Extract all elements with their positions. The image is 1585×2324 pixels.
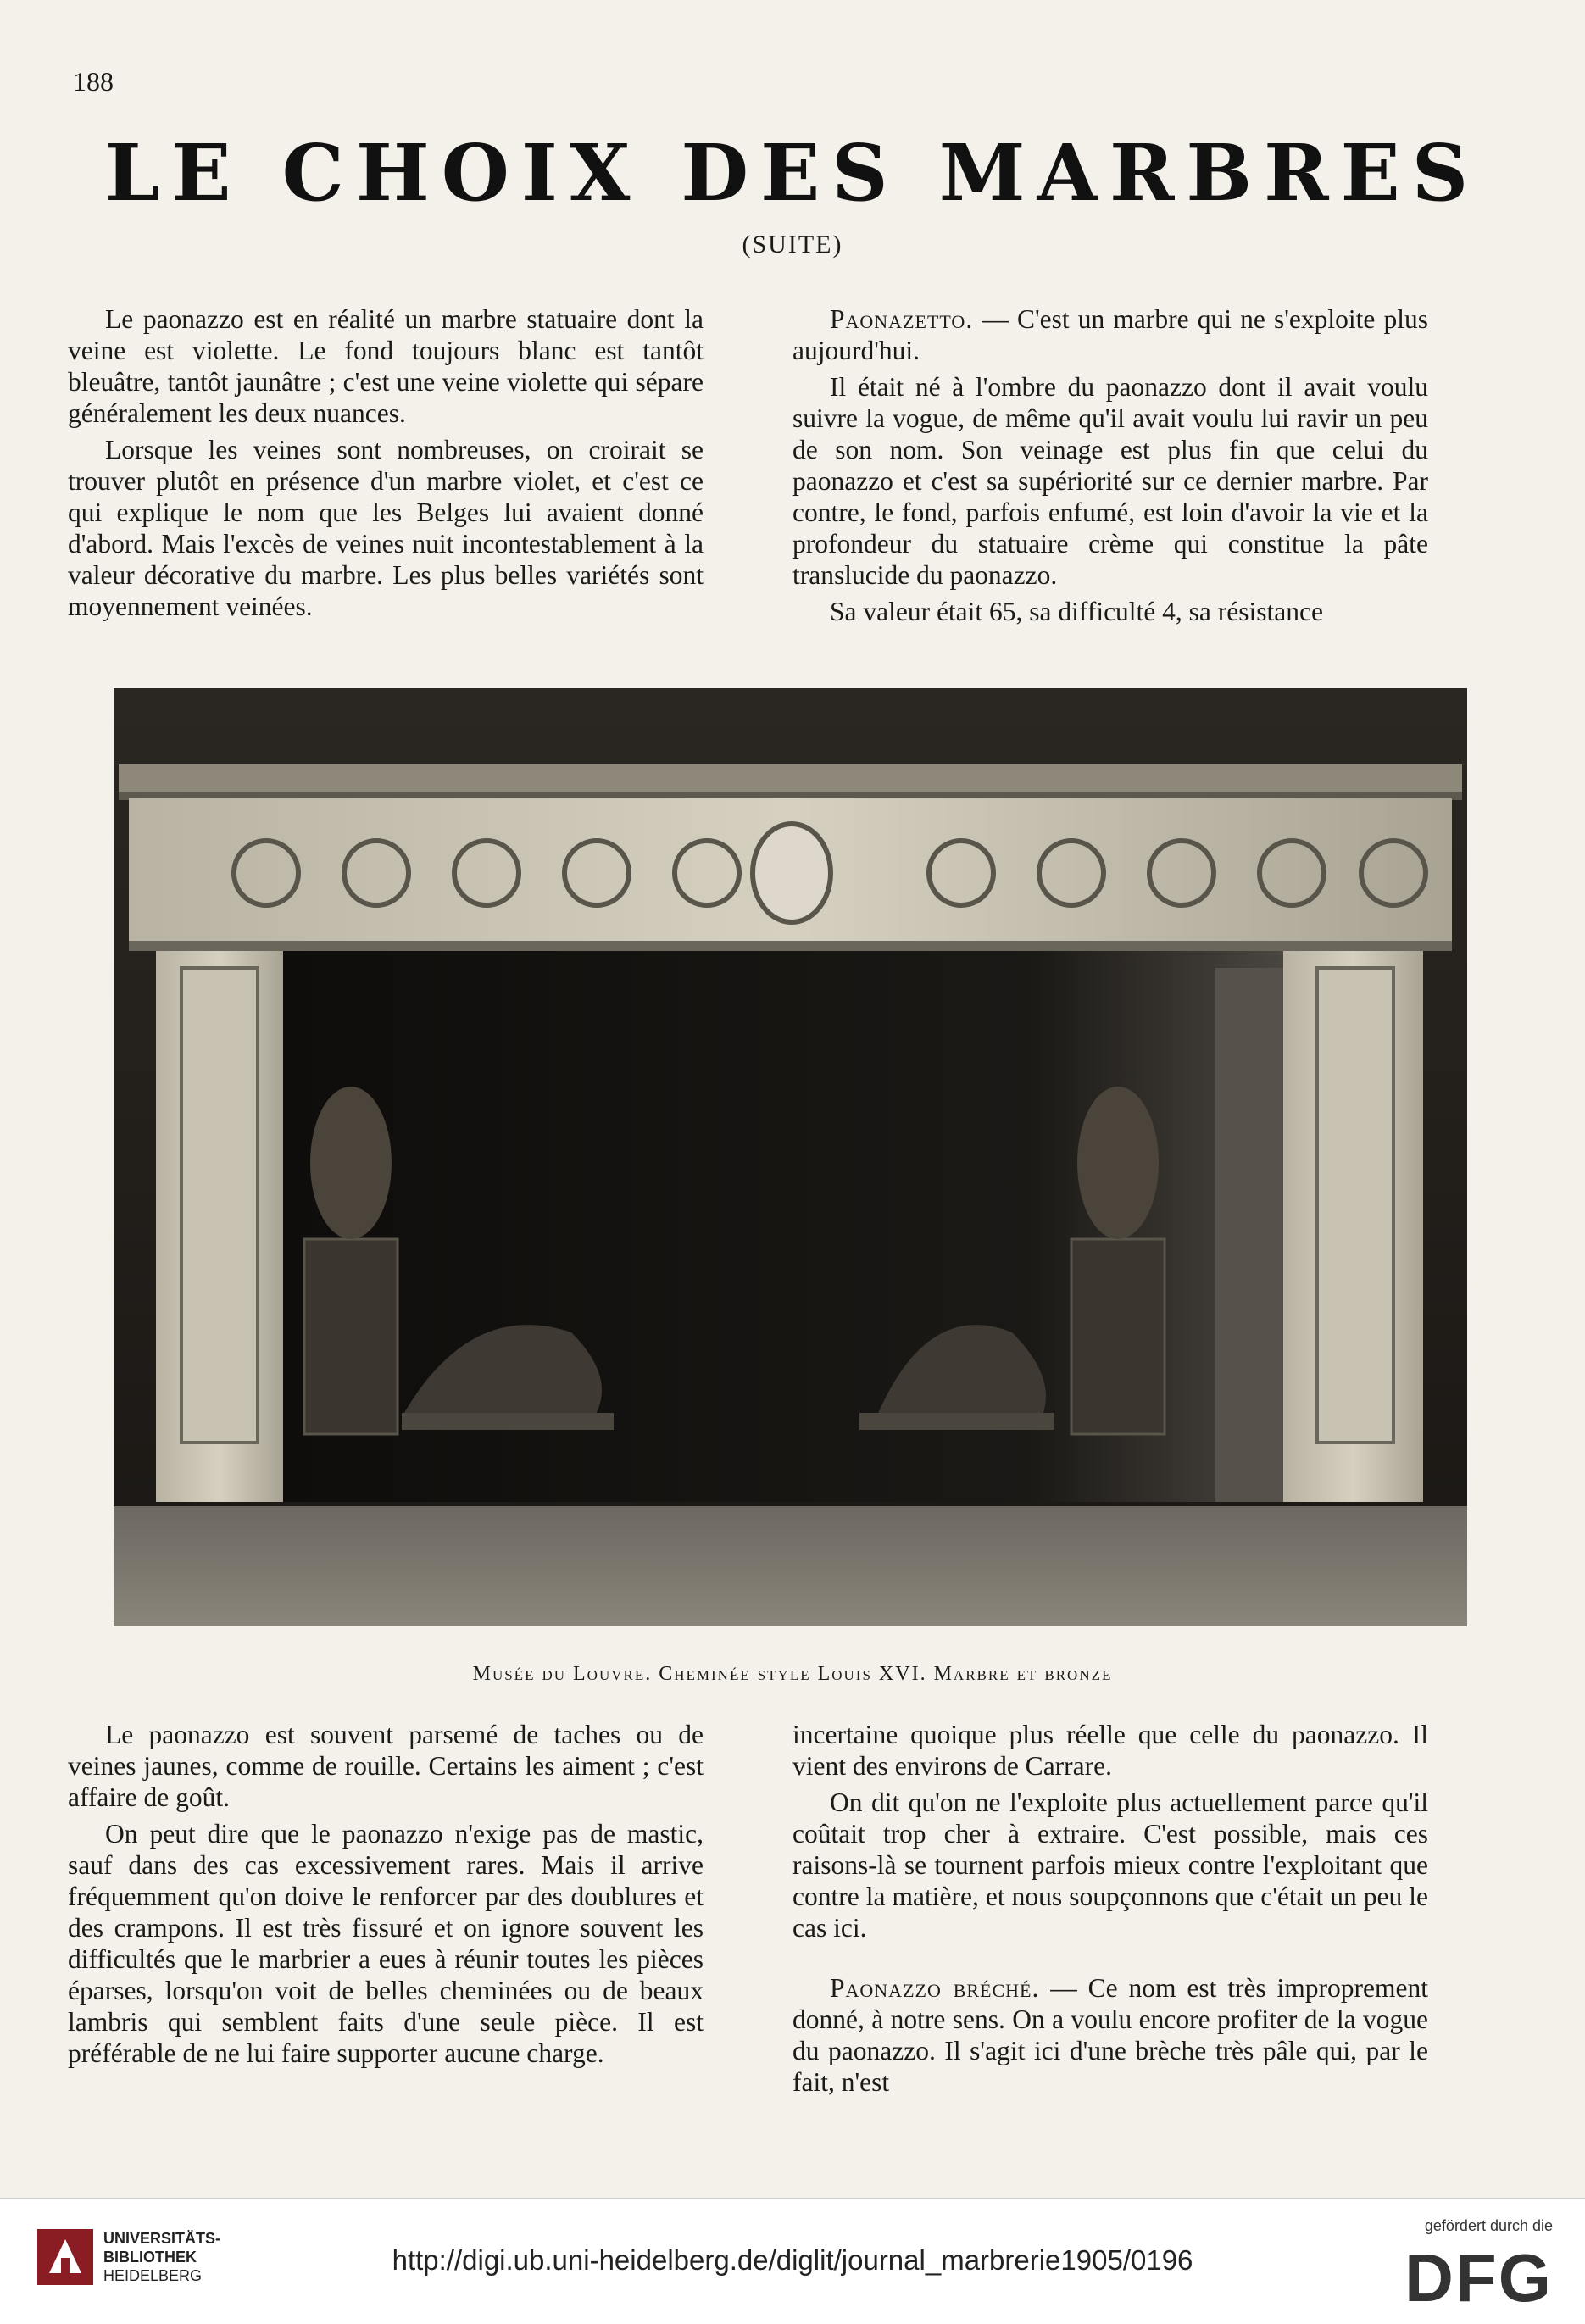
paragraph [792,303,1428,366]
figure-caption: Musée du Louvre. Cheminée style Louis XVI. Marbre et bronze [472,1663,1113,1685]
paragraph: Le paonazzo est en réalité un marbre statuaire dont la veine est violette. Le fond toujours blanc est tantôt bleuâtre, tantôt jaunâtre ; c'est une veine violette qui sépare généralement les deux nuances. [68,304,704,428]
dfg-logo: DFG [1404,2240,1553,2316]
fireplace-photograph [114,688,1467,1626]
paragraph: Le paonazzo est souvent parsemé de taches ou de veines jaunes, comme de rouille. Certains les aiment ; c'est affaire de goût. [68,1720,704,1812]
column-bottom-right [792,1719,1428,2098]
article-subtitle: (SUITE) [742,231,843,259]
paragraph-text: — C'est un marbre qui ne s'exploite plus aujourd'hui. [792,304,1428,365]
paragraph: Sa valeur était 65, sa difficulté 4, sa résistance [830,597,1323,626]
paragraph [792,1972,1428,2098]
source-url-link[interactable]: http://digi.ub.uni-heidelberg.de/diglit/journal_marbrerie1905/0196 [392,2244,1193,2276]
paragraph: Lorsque les veines sont nombreuses, on croirait se trouver plutôt en présence d'un marbre violet, et c'est ce qui explique le nom que les Belges lui avaient donné d'abord. Mais l'excès de veines nuit incontestablement à la valeur décorative du marbre. Les plus belles variétés sont moyennement veinées. [68,435,704,621]
paragraph: On dit qu'on ne l'exploite plus actuellement parce qu'il coûtait trop cher à extraire. C'est possible, mais ces raisons-là se tournent parfois mieux contre l'exploitant que contre la matière, et nous soupçonnons que c'était un peu le cas ici. [792,1787,1428,1943]
section-heading: Paonazetto. [830,304,974,334]
column-top-right [792,303,1428,627]
digitization-footer [0,2198,1585,2324]
funded-by-label: gefördert durch die [1424,2217,1553,2234]
article-title: LE CHOIX DES MARBRES [104,127,1481,219]
library-name-line: BIBLIOTHEK [103,2249,197,2266]
paragraph: Il était né à l'ombre du paonazzo dont il avait voulu suivre la vogue, de même qu'il avait voulu lui ravir un peu de son nom. Son veinage est plus fin que celui du paonazzo et c'est sa supériorité sur ce dernier marbre. Par contre, le fond, parfois enfumé, est loin d'avoir la vie et la profondeur du statuaire crème qui constitue la pâte translucide du paonazzo. [792,372,1428,590]
library-name-line: UNIVERSITÄTS- [103,2230,221,2247]
paragraph: incertaine quoique plus réelle que celle du paonazzo. Il vient des environs de Carrare. [792,1720,1428,1781]
library-name-line: HEIDELBERG [103,2267,203,2284]
column-bottom-left [68,1719,704,2069]
paragraph: On peut dire que le paonazzo n'exige pas de mastic, sauf dans des cas excessivement rares. Mais il arrive fréquemment qu'on doive le renforcer par des doublures et des crampons. Il est très fissuré et on ignore souvent les difficultés que le marbrier a eues à réunir toutes les pièces éparses, lorsqu'on voit de belles cheminées ou de beaux lambris qui semblent faits d'une seule pièce. Il est préférable de ne lui faire supporter aucune charge. [68,1819,704,2068]
column-top-left [68,303,704,622]
paragraph-text: — Ce nom est très improprement donné, à notre sens. On a voulu encore profiter de la vogue du paonazzo. Il s'agit ici d'une brèche très pâle qui, par le fait, n'est [792,1973,1428,2097]
page-number: 188 [73,66,114,97]
section-heading: Paonazzo bréché. [830,1973,1040,2003]
